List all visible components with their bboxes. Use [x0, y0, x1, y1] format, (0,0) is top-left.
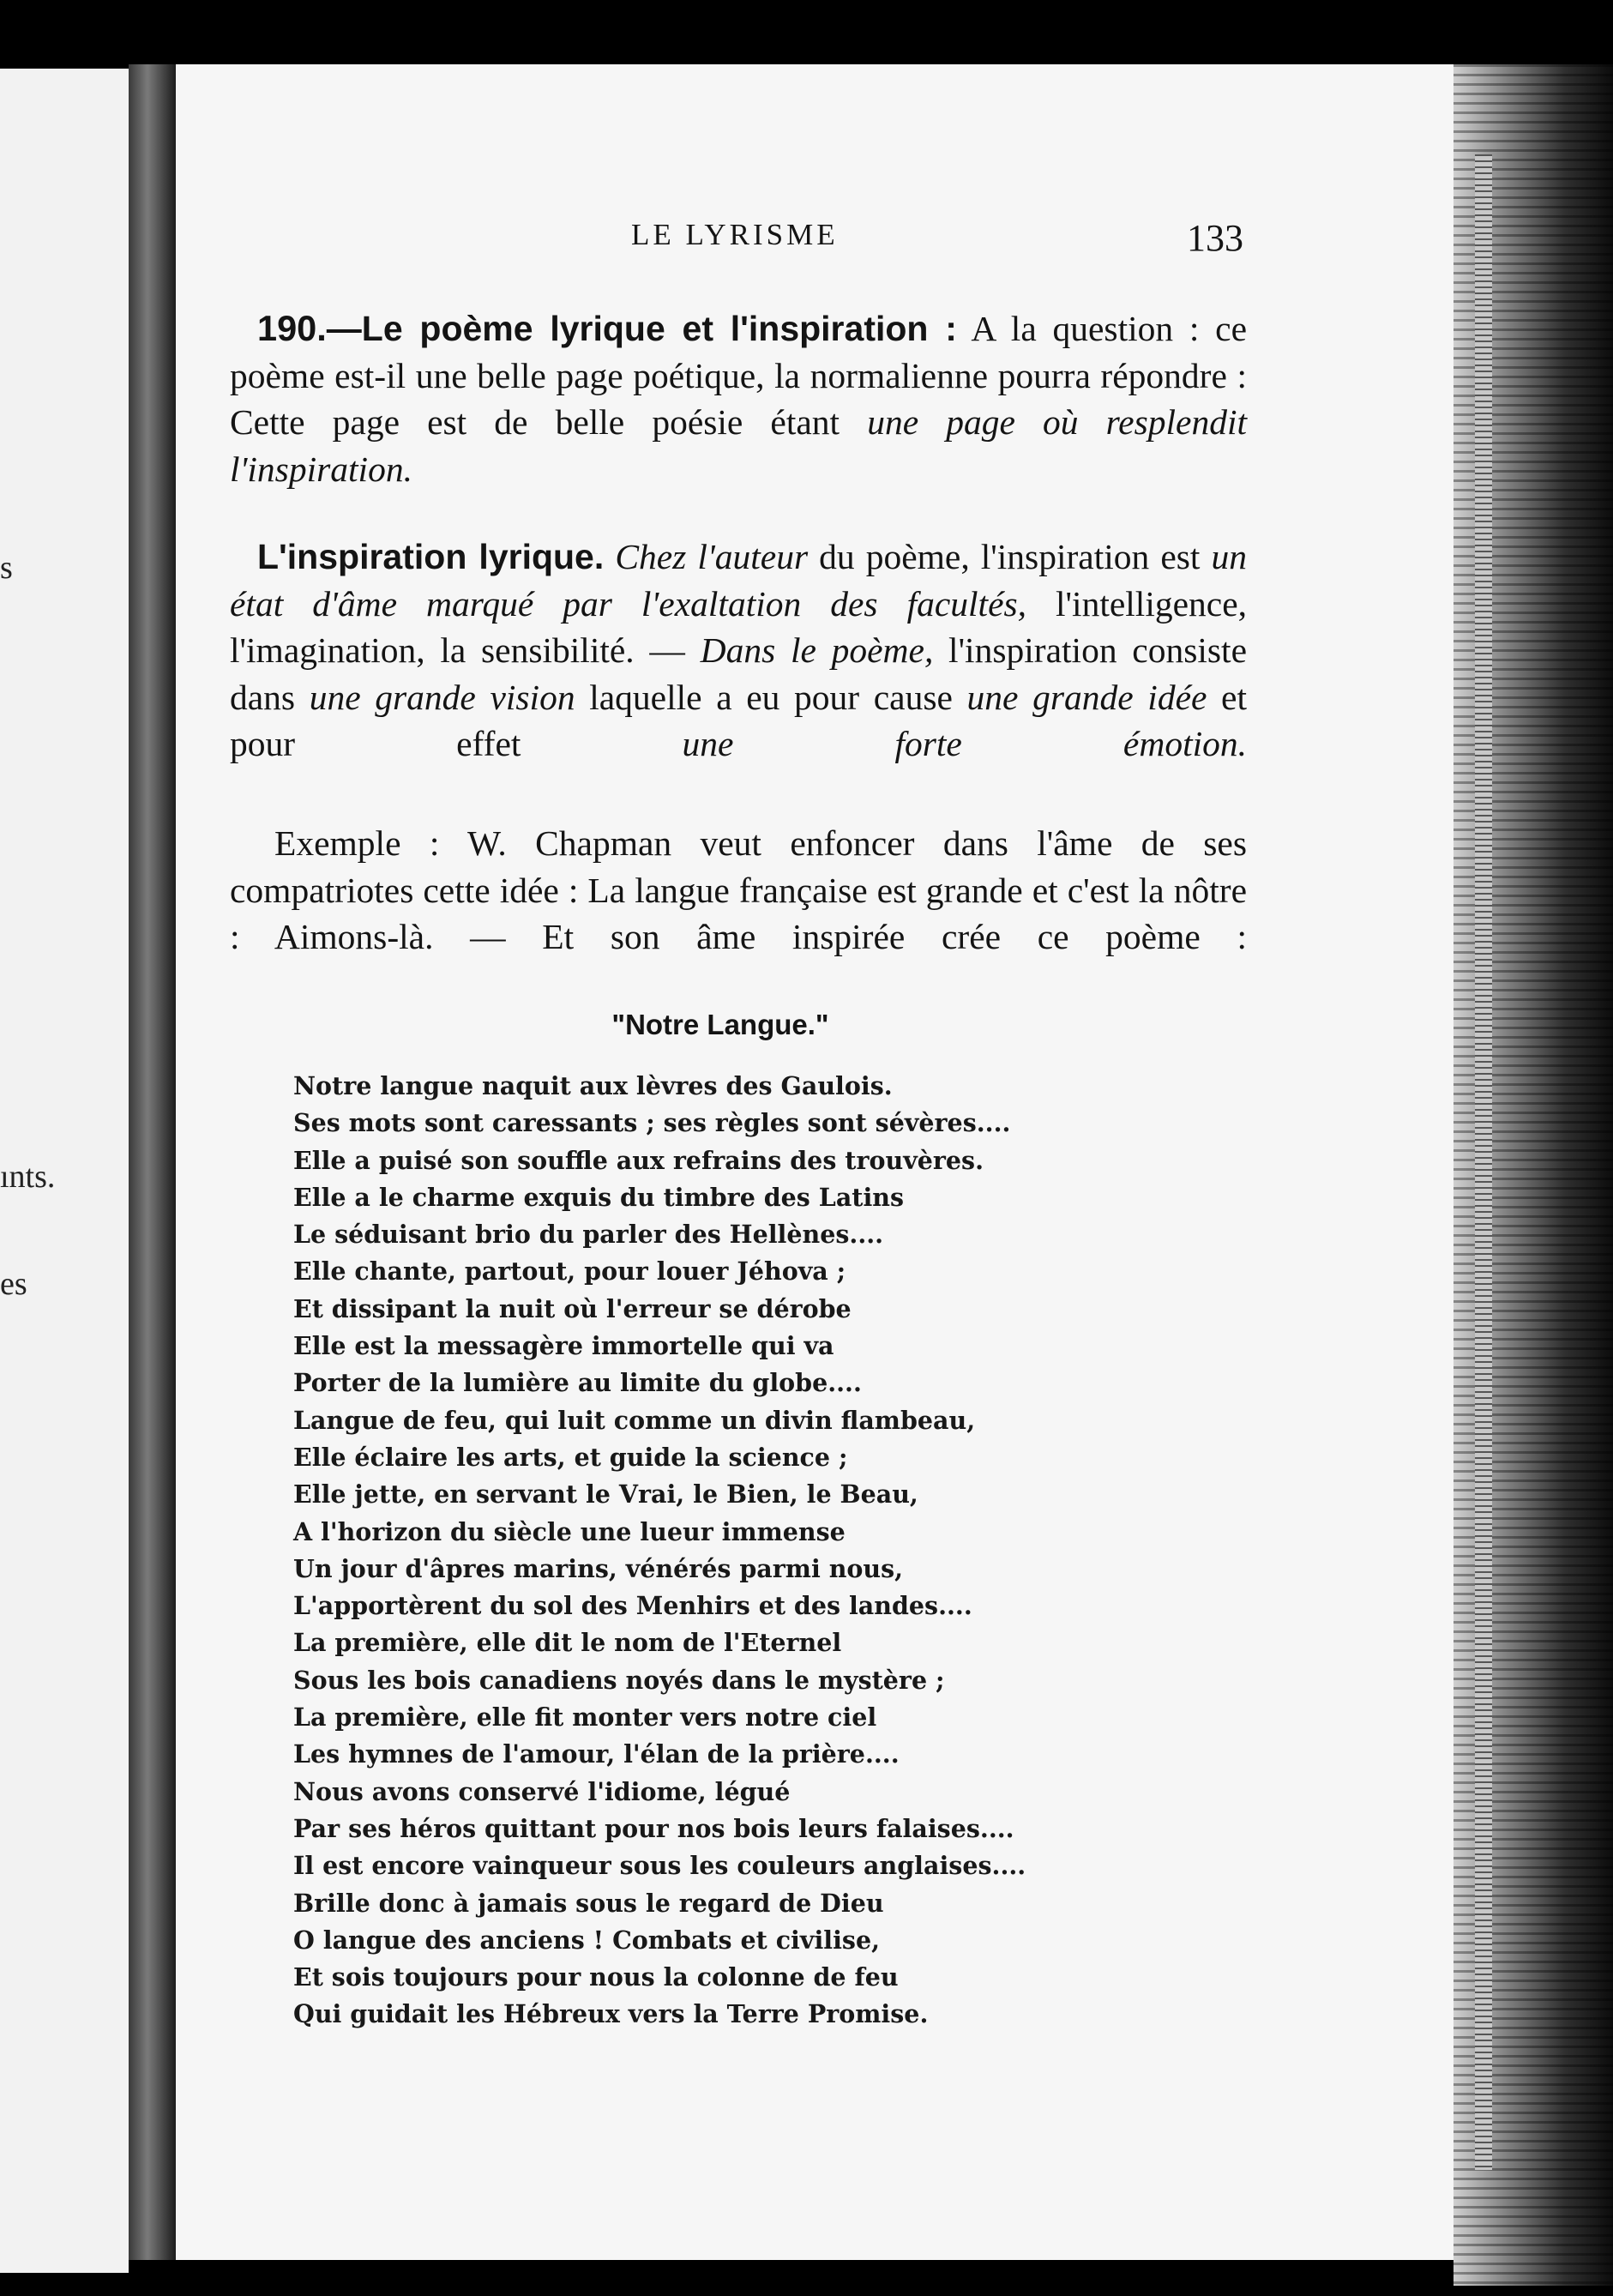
poem-line: La première, elle dit le nom de l'Eternel — [293, 1628, 842, 1658]
poem-line: L'apportèrent du sol des Menhirs et des landes.... — [293, 1591, 972, 1621]
poem-line: O langue des anciens ! Combats et civilise, — [293, 1925, 881, 1955]
poem-title: "Notre Langue." — [611, 1009, 829, 1040]
body-text: laquelle a eu pour cause — [575, 677, 967, 717]
section-190-paragraph — [230, 305, 1247, 492]
body-text: l'intelligence, l'imagination, la sensibilité. — — [230, 583, 1247, 670]
body-text: l'inspiration consiste dans — [230, 630, 1247, 717]
poem-line: Nous avons conservé l'idiome, légué — [293, 1776, 791, 1806]
emphasis-text: une grande idée — [966, 677, 1207, 717]
facing-page-fragment: s — [0, 550, 13, 586]
poem-line: Le séduisant brio du parler des Hellènes.... — [293, 1220, 884, 1250]
page-stack-texture — [1475, 154, 1492, 2170]
inspiration-heading: L'inspiration lyrique. — [257, 537, 605, 576]
poem-line: Porter de la lumière au limite du globe.... — [293, 1368, 862, 1398]
poem-line: Elle a puisé son souffle aux refrains des trouvères. — [293, 1145, 984, 1175]
poem-line: Et dissipant la nuit où l'erreur se dérobe — [293, 1293, 852, 1323]
page-number: 133 — [1187, 217, 1243, 259]
emphasis-text: une page où resplendit l'inspiration. — [230, 402, 1248, 489]
emphasis-text: une grande vision — [309, 677, 575, 717]
emphasis-text: une forte émotion. — [682, 724, 1247, 763]
section-heading: —Le poème lyrique et l'inspiration : — [326, 309, 957, 348]
poem-line: Qui guidait les Hébreux vers la Terre Promise. — [293, 1999, 929, 2029]
poem-line: Elle a le charme exquis du timbre des Latins — [293, 1182, 905, 1212]
poem-line: Notre langue naquit aux lèvres des Gaulois. — [293, 1071, 893, 1100]
emphasis-text: Chez l'auteur — [615, 537, 809, 576]
emphasis-text: Dans le poème, — [700, 630, 934, 670]
poem-line: La première, elle fit monter vers notre ciel — [293, 1702, 877, 1733]
body-text: et pour effet — [230, 677, 1248, 763]
facing-page-fragment: ınts. — [0, 1159, 56, 1195]
poem-line: Langue de feu, qui luit comme un divin flambeau, — [293, 1405, 976, 1435]
facing-page-fragment: es — [0, 1266, 27, 1302]
poem-line: Ses mots sont caressants ; ses règles sont sévères.... — [293, 1108, 1011, 1138]
poem-line: Par ses héros quittant pour nos bois leurs falaises.... — [293, 1813, 1014, 1843]
poem-line: Il est encore vainqueur sous les couleurs anglaises.... — [293, 1851, 1026, 1881]
poem-line: Elle est la messagère immortelle qui va — [293, 1331, 834, 1361]
poem-line: Sous les bois canadiens noyés dans le mystère ; — [293, 1665, 945, 1695]
section-number: 190. — [257, 308, 327, 348]
poem-line: Brille donc à jamais sous le regard de Dieu — [293, 1888, 884, 1918]
running-head: LE LYRISME — [631, 218, 839, 251]
poem-line: Un jour d'âpres marins, vénérés parmi nous, — [293, 1553, 904, 1583]
poem-line: Elle éclaire les arts, et guide la science ; — [293, 1442, 848, 1472]
example-paragraph: Exemple : W. Chapman veut enfoncer dans l'âme de ses compatriotes cette idée : La langue française est grande et c'est la nôtre : Aimons-là. — Et son âme inspirée crée ce poème : — [230, 823, 1247, 956]
poem-verses — [293, 1068, 1026, 2034]
poem-line: A l'horizon du siècle une lueur immense — [293, 1516, 846, 1546]
body-text: du poème, l'inspiration est — [808, 537, 1212, 576]
book-gutter — [129, 64, 176, 2260]
emphasis-text: un état d'âme marqué par l'exaltation des facultés, — [230, 537, 1247, 624]
poem-line: Les hymnes de l'amour, l'élan de la prière.... — [293, 1739, 900, 1769]
inspiration-paragraph — [230, 533, 1247, 768]
poem-line: Et sois toujours pour nous la colonne de feu — [293, 1962, 899, 1992]
poem-line: Elle jette, en servant le Vrai, le Bien, le Beau, — [293, 1479, 918, 1510]
body-text: A la question : ce poème est-il une belle page poétique, la normalienne pourra répondre : Cette page est de belle poésie étant — [230, 309, 1248, 442]
poem-line: Elle chante, partout, pour louer Jéhova ; — [293, 1256, 846, 1287]
